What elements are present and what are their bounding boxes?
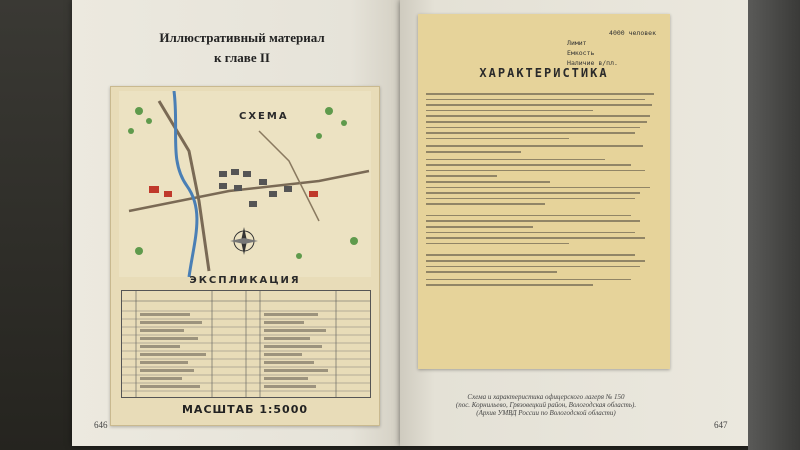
caption-line-3: (Архив УМВД России по Вологодской области) bbox=[476, 409, 616, 417]
tree-1 bbox=[135, 107, 143, 115]
page-number-left: 646 bbox=[94, 420, 108, 430]
caption-line-1: Схема и характеристика офицерского лагеря № 150 bbox=[467, 393, 625, 401]
typed-text-block bbox=[426, 90, 664, 360]
building-3 bbox=[243, 171, 251, 177]
heading-line-1: Иллюстративный материал bbox=[159, 30, 325, 45]
explication-title: ЭКСПЛИКАЦИЯ bbox=[189, 275, 301, 286]
page-heading bbox=[132, 28, 352, 68]
building-4 bbox=[219, 183, 227, 189]
typed-document bbox=[418, 14, 670, 369]
table-handwriting bbox=[140, 313, 328, 388]
document-title: ХАРАКТЕРИСТИКА bbox=[479, 66, 609, 80]
tree-2 bbox=[146, 118, 152, 124]
scale-label: МАСШТАБ 1:5000 bbox=[181, 403, 309, 416]
building-red-3 bbox=[309, 191, 318, 197]
building-8 bbox=[284, 186, 292, 192]
tree-5 bbox=[341, 120, 347, 126]
background-edge bbox=[748, 0, 800, 450]
explication-table bbox=[121, 290, 371, 398]
building-red-2 bbox=[164, 191, 172, 197]
table-grid bbox=[122, 291, 370, 397]
tree-3 bbox=[128, 128, 134, 134]
caption-line-2: (пос. Корнильево, Грязовецкий район, Вологодская область). bbox=[455, 401, 637, 409]
heading-line-2: к главе II bbox=[214, 50, 270, 65]
building-5 bbox=[234, 185, 242, 191]
page-number-right: 647 bbox=[714, 420, 728, 430]
capacity-line-2: Лимит bbox=[567, 39, 587, 47]
building-6 bbox=[259, 179, 267, 185]
tree-9 bbox=[316, 133, 322, 139]
tree-7 bbox=[135, 247, 143, 255]
left-page bbox=[72, 0, 400, 446]
capacity-line-3: Емкость bbox=[567, 49, 595, 57]
tree-4 bbox=[325, 107, 333, 115]
camp-map bbox=[119, 91, 371, 277]
building-9 bbox=[249, 201, 257, 207]
map-title: СХЕМА bbox=[239, 111, 289, 122]
capacity-line-4: Наличие в/пл. bbox=[567, 59, 618, 67]
building-7 bbox=[269, 191, 277, 197]
capacity-line-1: 4000 человек bbox=[609, 29, 656, 37]
tree-6 bbox=[350, 237, 358, 245]
building-1 bbox=[219, 171, 227, 177]
building-red-1 bbox=[149, 186, 159, 193]
figure-caption bbox=[420, 393, 672, 417]
capacity-block bbox=[567, 28, 656, 68]
camp-scheme-plate bbox=[110, 86, 380, 426]
tree-8 bbox=[296, 253, 302, 259]
building-2 bbox=[231, 169, 239, 175]
